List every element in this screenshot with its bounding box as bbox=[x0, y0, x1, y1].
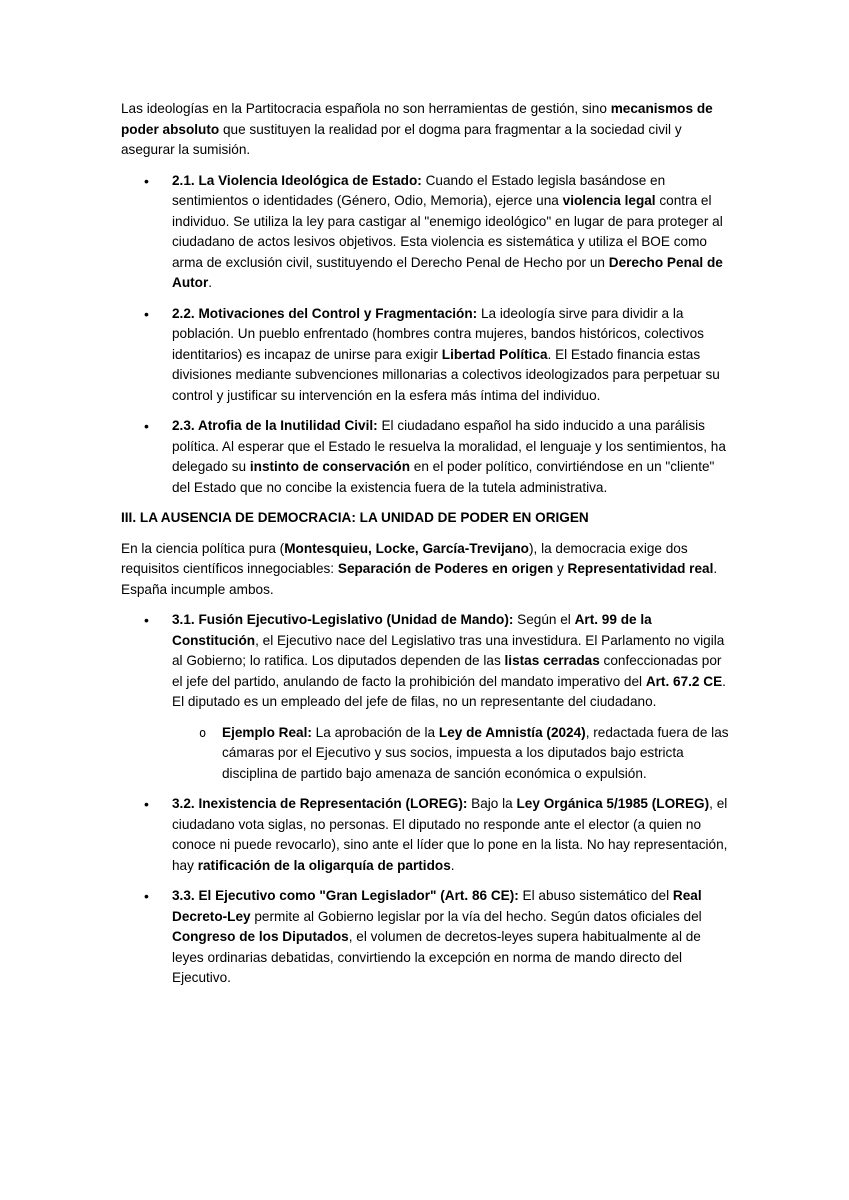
intro-text: que sustituyen la realidad por el dogma para fragmentar a la sociedad civil y asegurar la sumisión. bbox=[121, 121, 682, 157]
item-text: permite al Gobierno legislar por la vía del hecho. Según datos oficiales del bbox=[250, 908, 702, 924]
item-bold: Congreso de los Diputados bbox=[172, 929, 349, 944]
item-text: . bbox=[208, 275, 213, 290]
item-text: . El diputado es un empleado del jefe de filas, no un representante del ciudadano. bbox=[172, 673, 726, 709]
sub-list-item-ejemplo bbox=[172, 723, 733, 785]
list-item-3-3 bbox=[121, 886, 733, 989]
item-title: 3.1. Fusión Ejecutivo-Legislativo (Unidad de Mando): bbox=[172, 612, 514, 627]
item-title: 2.1. La Violencia Ideológica de Estado: bbox=[172, 172, 422, 188]
intro-paragraph bbox=[121, 99, 733, 161]
item-text: La ideología sirve para dividir a la población. Un pueblo enfrentado (hombres contra mujeres, bandos históricos, colectivos identitarios) es incapaz de unirse para exigir bbox=[172, 305, 704, 362]
section-3-heading: III. LA AUSENCIA DE DEMOCRACIA: LA UNIDAD DE PODER EN ORIGEN bbox=[121, 510, 589, 525]
para-bold: Montesquieu, Locke, García-Trevijano bbox=[284, 540, 529, 556]
item-bold: Derecho Penal de Autor bbox=[172, 254, 723, 290]
item-text: , redactada fuera de las cámaras por el Ejecutivo y sus socios, impuesta a los diputados bajo estricta disciplina de partido bajo amenaza de sanción económica o expulsión. bbox=[222, 724, 729, 781]
item-text: en el poder político, convirtiéndose en un "cliente" del Estado que no concibe la existencia fuera de la tutela administrativa. bbox=[172, 459, 715, 495]
item-text: contra el individuo. Se utiliza la ley para castigar al "enemigo ideológico" en lugar de para proteger al ciudadano de actos lesivos objetivos. Esta violencia es sistemática y utiliza el BOE como arma de exclusión civil, sustituyendo el Derecho Penal de Hecho por un bbox=[172, 193, 723, 270]
list-item-3-2 bbox=[121, 794, 733, 876]
item-text: Según el bbox=[513, 612, 575, 627]
item-bold: instinto de conservación bbox=[249, 459, 410, 474]
list-item-2-3 bbox=[121, 416, 733, 498]
item-bold: Real Decreto-Ley bbox=[172, 888, 702, 924]
item-text: , el Ejecutivo nace del Legislativo tras una investidura. El Parlamento no vigila al Gobierno; lo ratifica. Los diputados dependen de las bbox=[172, 632, 725, 668]
section-3-intro bbox=[121, 539, 733, 601]
item-bold: Ley de Amnistía (2024) bbox=[438, 724, 586, 740]
item-text: confeccionadas por el jefe del partido, anulando de facto la prohibición del mandato imperativo del bbox=[172, 653, 722, 689]
item-text: Bajo la bbox=[467, 796, 517, 811]
para-text: ), la democracia exige dos requisitos científicos innegociables: bbox=[121, 540, 688, 576]
list-item-2-2 bbox=[121, 304, 733, 407]
list-item-2-1 bbox=[121, 171, 733, 294]
para-text: . España incumple ambos. bbox=[121, 561, 718, 597]
para-bold: Separación de Poderes en origen bbox=[337, 561, 554, 576]
section-3-list bbox=[121, 610, 733, 989]
item-text: . El Estado financia estas divisiones mediante subvenciones millonarias a colectivos ideologizados para perpetuar su control y justificar su intervención en la esfera más íntima del individuo. bbox=[172, 346, 720, 403]
intro-text: Las ideologías en la Partitocracia española no son herramientas de gestión, sino bbox=[121, 101, 611, 116]
item-bold: listas cerradas bbox=[504, 653, 600, 668]
item-bold: Ley Orgánica 5/1985 (LOREG) bbox=[516, 796, 710, 811]
item-text: Cuando el Estado legisla basándose en sentimientos o identidades (Género, Odio, Memoria), ejerce una bbox=[172, 172, 666, 208]
item-text: El ciudadano español ha sido inducido a una parálisis política. Al esperar que el Estado le resuelva la moralidad, el lenguaje y los sentimientos, ha delegado su bbox=[172, 418, 726, 474]
para-text: En la ciencia política pura ( bbox=[121, 540, 285, 556]
sub-list bbox=[172, 723, 733, 785]
item-bold: Art. 99 de la Constitución bbox=[172, 612, 652, 648]
item-title: 3.3. El Ejecutivo como "Gran Legislador" (Art. 86 CE): bbox=[172, 888, 519, 903]
para-text: y bbox=[553, 561, 568, 576]
item-text: La aprobación de la bbox=[311, 724, 439, 740]
item-title: 2.3. Atrofia de la Inutilidad Civil: bbox=[172, 418, 378, 433]
item-text: El abuso sistemático del bbox=[518, 888, 673, 903]
item-title: 2.2. Motivaciones del Control y Fragmentación: bbox=[172, 305, 478, 321]
para-bold: Representatividad real bbox=[567, 561, 714, 576]
item-text: , el volumen de decretos-leyes supera habitualmente al de leyes ordinarias debatidas, convirtiendo la excepción en norma de mando directo del Ejecutivo. bbox=[172, 929, 701, 985]
section-2-list bbox=[121, 171, 733, 499]
intro-bold: mecanismos de poder absoluto bbox=[121, 101, 713, 137]
item-text: , el ciudadano vota siglas, no personas. El diputado no responde ante el elector (a quien no conoce ni puede revocarlo), sino ante el líder que lo pone en la lista. No hay representación, hay bbox=[172, 796, 728, 873]
item-bold: Libertad Política bbox=[441, 346, 548, 362]
item-title: 3.2. Inexistencia de Representación (LOREG): bbox=[172, 796, 468, 811]
item-bold: violencia legal bbox=[562, 193, 656, 208]
item-bold: ratificación de la oligarquía de partidos bbox=[197, 857, 451, 873]
document-body bbox=[121, 99, 733, 999]
item-title: Ejemplo Real: bbox=[222, 724, 312, 740]
item-text: . bbox=[450, 857, 455, 873]
list-item-3-1 bbox=[121, 610, 733, 784]
item-bold: Art. 67.2 CE bbox=[645, 673, 723, 689]
